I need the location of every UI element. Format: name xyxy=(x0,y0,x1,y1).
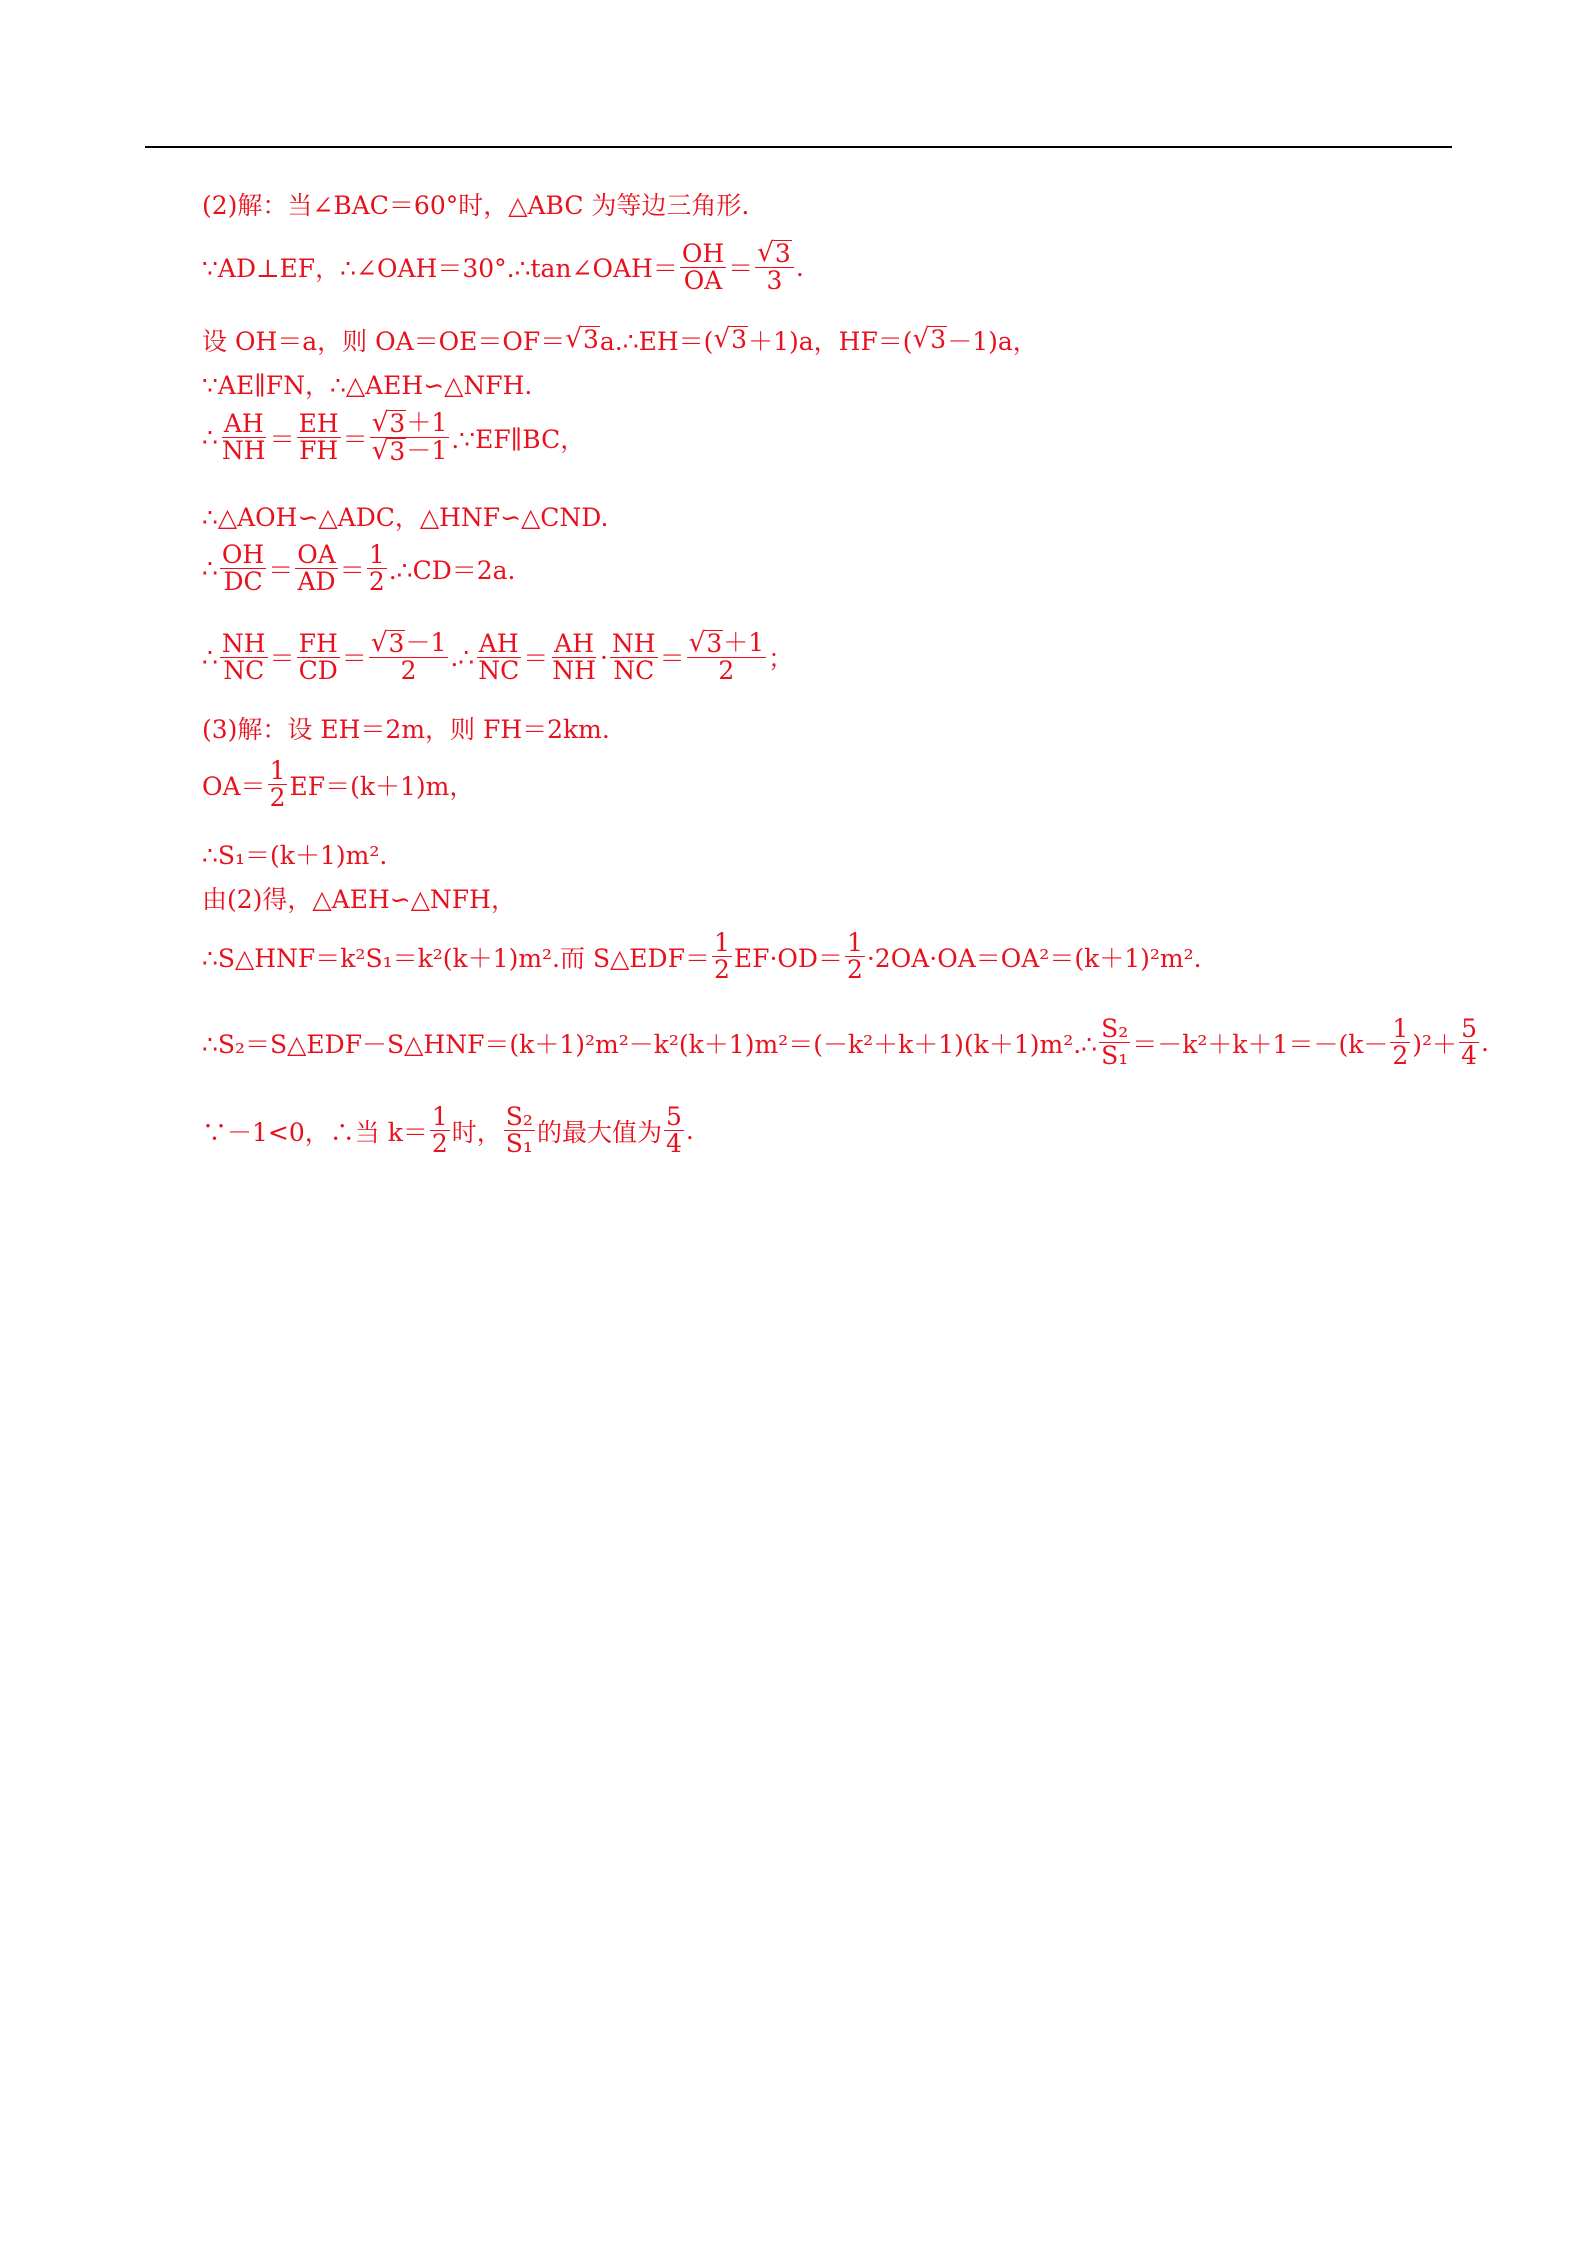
line-12 xyxy=(202,880,516,916)
fraction xyxy=(1459,1016,1479,1070)
text: ∴S₁＝(k＋1)m². xyxy=(202,841,388,870)
sqrt xyxy=(713,326,748,353)
denominator: 2 xyxy=(718,656,735,686)
line-1 xyxy=(202,186,749,222)
radical-sign: √ xyxy=(757,238,774,268)
denominator: AD xyxy=(297,567,336,597)
denominator: 2 xyxy=(713,955,730,985)
text: ＝ xyxy=(269,644,295,674)
numerator: AH xyxy=(223,409,264,438)
denominator: S₁ xyxy=(1101,1041,1129,1071)
radical-sign: √ xyxy=(371,436,389,467)
denominator: FH xyxy=(299,436,339,466)
numerator: AH xyxy=(478,628,519,658)
radicand: 3 xyxy=(389,409,406,438)
sqrt xyxy=(913,326,948,353)
fraction xyxy=(1099,1016,1130,1070)
text: ＝ xyxy=(341,644,367,674)
fraction xyxy=(369,630,449,685)
line-8 xyxy=(202,630,793,685)
fraction xyxy=(504,1104,535,1158)
denominator: 2 xyxy=(368,567,385,597)
numerator: AH xyxy=(554,628,595,658)
text: ＝ xyxy=(269,424,295,454)
radicand: 3 xyxy=(388,629,405,658)
radical-sign: √ xyxy=(371,408,389,438)
numerator: OA xyxy=(297,540,336,569)
numerator: S₂ xyxy=(1101,1014,1129,1043)
denominator: 2 xyxy=(269,783,286,813)
text: ∴ xyxy=(202,554,218,584)
numerator: 1 xyxy=(846,928,863,957)
line-4 xyxy=(202,366,532,402)
sqrt xyxy=(372,438,407,465)
line-5 xyxy=(202,410,585,466)
numerator: 5 xyxy=(665,1102,682,1131)
text: (3)解：设 EH＝2m，则 FH＝2km. xyxy=(202,715,610,744)
denominator: NC xyxy=(613,655,655,685)
text: · xyxy=(599,642,608,672)
numerator xyxy=(369,630,449,658)
denominator: CD xyxy=(298,655,338,685)
text: ＝ xyxy=(728,254,754,284)
text: EF·OD＝ xyxy=(733,943,843,973)
numerator xyxy=(687,630,767,658)
line-7 xyxy=(202,542,516,596)
text: 的最大值为 xyxy=(536,1117,662,1147)
numerator: NH xyxy=(221,628,266,658)
fraction xyxy=(220,542,266,596)
text: .∴ xyxy=(450,642,475,672)
text: ； xyxy=(768,644,794,674)
line-13 xyxy=(202,930,1202,984)
text: ∵AD⊥EF，∴∠OAH＝30°.∴tan∠OAH＝ xyxy=(202,254,678,284)
text: ·2OA·OA＝OA²＝(k＋1)²m². xyxy=(866,943,1202,973)
sqrt xyxy=(372,410,407,437)
fraction-oh-oa xyxy=(680,238,726,295)
radical-sign: √ xyxy=(713,324,731,355)
numerator-tail: ＋1 xyxy=(406,408,448,437)
fraction xyxy=(1390,1016,1410,1070)
numerator: 1 xyxy=(368,540,385,569)
text: ∴ xyxy=(202,642,218,672)
fraction xyxy=(367,542,387,596)
radical-sign: √ xyxy=(370,628,388,658)
sqrt xyxy=(371,630,406,657)
sqrt xyxy=(565,326,600,353)
fraction xyxy=(220,411,268,465)
numerator-tail: －1 xyxy=(405,628,447,657)
denominator: OA xyxy=(683,265,723,295)
denominator: 3 xyxy=(766,266,783,296)
radical-sign: √ xyxy=(912,324,930,355)
denominator: 2 xyxy=(431,1129,448,1159)
text: ∴△AOH∽△ADC，△HNF∽△CND. xyxy=(202,503,609,532)
denominator xyxy=(370,438,450,465)
fraction-sqrt3-over-3 xyxy=(755,240,794,295)
fraction xyxy=(476,628,521,685)
text: ∴ xyxy=(202,423,218,453)
radicand: 3 xyxy=(731,325,748,355)
numerator: FH xyxy=(298,628,338,658)
numerator xyxy=(755,240,794,268)
numerator: 1 xyxy=(1392,1014,1409,1043)
fraction xyxy=(268,758,288,812)
denominator: NH xyxy=(221,436,266,466)
fraction xyxy=(297,628,340,685)
line-11 xyxy=(202,836,387,872)
text: ＋1)a，HF＝( xyxy=(748,327,913,356)
text: )²＋ xyxy=(1412,1029,1458,1059)
numerator xyxy=(370,410,450,438)
radicand: 3 xyxy=(706,629,723,658)
denominator: NH xyxy=(552,655,596,685)
text: 设 OH＝a，则 OA＝OE＝OF＝ xyxy=(202,327,566,356)
numerator: 1 xyxy=(713,928,730,957)
text: ＝ xyxy=(268,555,294,585)
denominator: DC xyxy=(223,567,263,597)
text: EF＝(k＋1)m， xyxy=(289,771,475,801)
line-15 xyxy=(202,1104,694,1158)
radicand: 3 xyxy=(930,325,947,355)
line-3 xyxy=(202,322,1038,358)
fraction xyxy=(430,1104,450,1158)
line-9 xyxy=(202,710,610,746)
text: ＝ xyxy=(342,424,368,454)
text: .∴CD＝2a. xyxy=(388,555,516,585)
denominator: 2 xyxy=(400,656,417,686)
fraction xyxy=(845,930,865,984)
denominator: 4 xyxy=(665,1129,682,1159)
denominator: 4 xyxy=(1461,1041,1477,1071)
radical-sign: √ xyxy=(565,324,582,355)
text: ＝ xyxy=(523,644,549,674)
denominator-tail: －1 xyxy=(406,436,448,466)
numerator: 1 xyxy=(269,756,286,785)
fraction xyxy=(610,628,658,685)
fraction xyxy=(712,930,732,984)
line-10 xyxy=(202,758,474,812)
numerator: EH xyxy=(298,409,339,438)
text: ＝ xyxy=(339,555,365,585)
denominator: NC xyxy=(478,655,520,685)
numerator: S₂ xyxy=(505,1102,533,1131)
text: ∴S△HNF＝k²S₁＝k²(k＋1)m².而 S△EDF＝ xyxy=(202,943,710,973)
numerator: 1 xyxy=(431,1102,448,1131)
denominator: 2 xyxy=(846,955,863,985)
line-2 xyxy=(202,240,804,295)
numerator: 5 xyxy=(1461,1014,1477,1043)
numerator: NH xyxy=(611,628,656,658)
text: .∵EF∥BC， xyxy=(451,424,586,454)
text: 由(2)得，△AEH∽△NFH， xyxy=(202,885,516,914)
fraction xyxy=(295,542,338,596)
radicand: 3 xyxy=(389,437,406,467)
radicand: 3 xyxy=(774,239,791,268)
text: ∵AE∥FN，∴△AEH∽△NFH. xyxy=(202,371,533,400)
numerator: OH xyxy=(681,238,725,268)
radical-sign: √ xyxy=(688,628,706,658)
denominator: S₁ xyxy=(505,1129,533,1159)
text: ∴S₂＝S△EDF－S△HNF＝(k＋1)²m²－k²(k＋1)m²＝(－k²＋k＋1)(k＋1)m².∴ xyxy=(202,1029,1098,1059)
text: . xyxy=(795,252,804,282)
header-rule xyxy=(145,146,1452,148)
text: ∵－1<0，∴当 k＝ xyxy=(202,1117,428,1147)
fraction xyxy=(220,628,268,685)
text: ＝－k²＋k＋1＝－(k－ xyxy=(1132,1029,1389,1059)
numerator-tail: ＋1 xyxy=(723,628,765,657)
denominator: NC xyxy=(223,655,265,685)
line-6 xyxy=(202,498,608,534)
text: 时， xyxy=(451,1117,502,1147)
text: ＝ xyxy=(659,644,685,674)
text: a.∴EH＝( xyxy=(599,327,714,356)
fraction xyxy=(687,630,767,685)
radicand: 3 xyxy=(582,325,599,355)
text: (2)解：当∠BAC＝60°时，△ABC 为等边三角形. xyxy=(202,191,750,220)
fraction xyxy=(664,1104,684,1158)
fraction xyxy=(297,411,341,465)
text: OA＝ xyxy=(202,771,266,801)
fraction xyxy=(550,628,598,685)
numerator: OH xyxy=(221,540,265,569)
text: . xyxy=(685,1116,694,1146)
sqrt xyxy=(757,240,792,267)
text: . xyxy=(1480,1028,1489,1058)
denominator: 2 xyxy=(1392,1041,1409,1071)
line-14 xyxy=(202,1016,1489,1070)
fraction xyxy=(370,410,450,466)
sqrt xyxy=(689,630,724,657)
text: －1)a， xyxy=(947,327,1038,356)
